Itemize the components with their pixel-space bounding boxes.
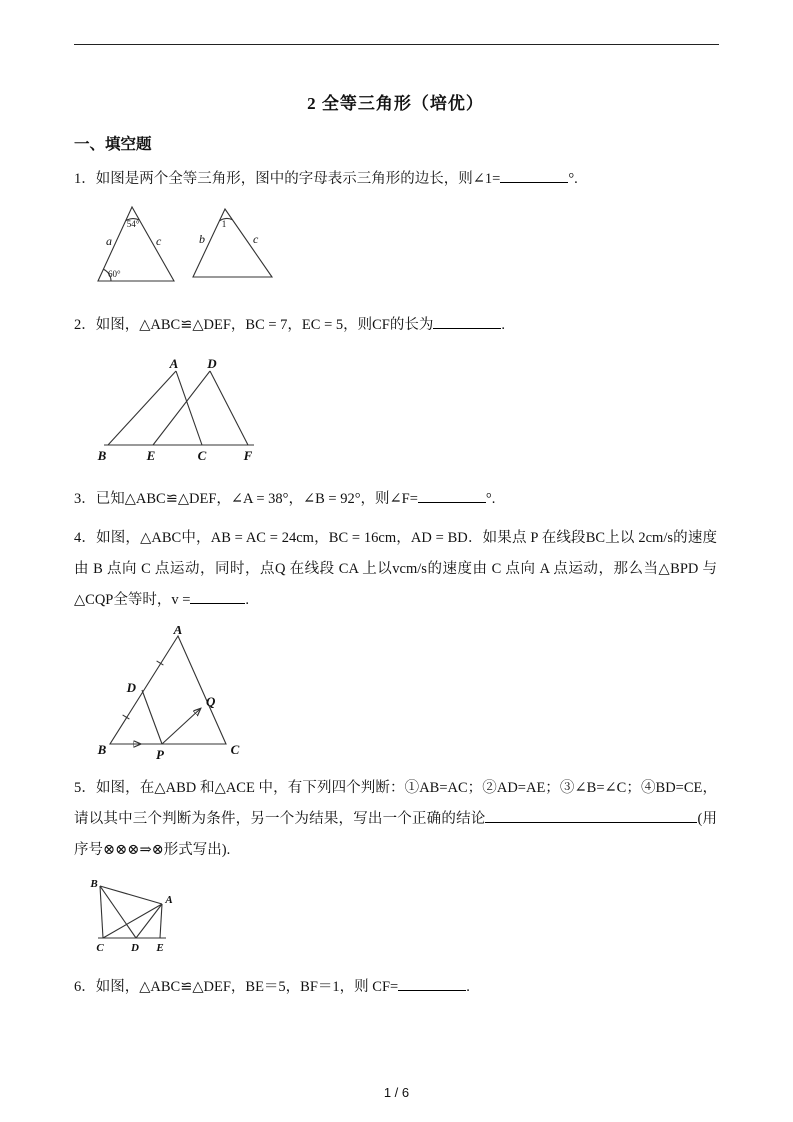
question-4 [74,523,717,616]
edge-AE [160,904,162,938]
vertex-label-B: B [97,742,107,757]
edge-DE [153,371,210,445]
segment-DP [142,690,162,744]
vertex-label-C: C [96,942,104,954]
vertex-label-B: B [97,448,107,462]
question-1-blank [500,168,568,183]
edge-AC [176,371,202,445]
question-4-text: 4．如图，△ABC中，AB = AC = 24cm，BC = 16cm，AD = BD．如果点 P 在线段BC上以 2cm/s的速度由 B 点向 C 点运动，同时，点Q 在线段 CA 上以vcm/s的速度由 C 点向 A 点运动，那么当△BPD 与△CQP全等时，v = [74,530,717,608]
segment-PQ-arrow [162,709,200,744]
question-1-text: 1．如图是两个全等三角形，图中的字母表示三角形的边长，则∠1= [74,171,501,187]
question-1-suffix: °. [568,171,578,187]
question-2-text: 2．如图，△ABC≌△DEF，BC = 7，EC = 5，则CF的长为 [74,317,434,333]
section-heading: 一、填空题 [74,136,152,153]
question-5-suffix: (用序号⊗⊗⊗⇒⊗形式写出). [74,811,717,858]
question-6-blank [398,976,466,991]
question-5-text: 5．如图，在△ABD 和△ACE 中，有下列四个判断：①AB=AC；②AD=AE；③∠B=∠C；④BD=CE，请以其中三个判断为条件，另一个为结果，写出一个正确的结论 [74,780,717,827]
vertex-label-C: C [197,448,207,462]
vertex-label-Q: Q [206,694,216,709]
vertex-label-A: A [169,357,179,371]
question-2 [74,310,717,341]
vertex-label-D: D [131,942,139,954]
figure-q2-triangles [96,357,296,462]
side-label-b: b [199,232,205,246]
vertex-label-E: E [156,942,164,954]
question-6 [74,972,717,1003]
edge-BD [100,886,136,938]
question-3 [74,484,717,515]
question-2-suffix: . [501,317,505,333]
vertex-label-B: B [90,878,98,890]
vertex-label-C: C [230,742,240,757]
vertex-label-D: D [126,680,136,695]
side-label-a: a [106,234,112,248]
edge-BC [100,886,103,938]
figure-q1-triangles [92,201,312,296]
page-title: 2 全等三角形（培优） [307,94,484,113]
edge-AB [108,371,176,445]
vertex-label-P: P [156,747,164,761]
edge-AD [136,904,162,938]
question-5 [74,773,717,866]
figure-q4-triangle [96,626,256,761]
vertex-label-D: D [207,357,217,371]
vertex-label-F: F [243,448,253,462]
question-6-suffix: . [466,979,470,995]
angle-label-54: 54° [126,219,140,229]
question-6-text: 6．如图，△ABC≌△DEF，BE＝5，BF＝1，则 CF= [74,979,399,995]
question-4-blank [190,589,245,604]
edge-BA [100,886,162,904]
header-rule [74,44,719,45]
vertex-label-E: E [146,448,156,462]
question-5-blank [485,808,697,823]
figure-q5-triangles [86,876,201,954]
question-3-suffix: °. [485,491,496,507]
edge-DF [210,371,248,445]
angle-label-1: 1 [221,219,227,229]
vertex-label-A: A [173,626,183,637]
side-label-c-left: c [156,234,162,248]
side-label-c-right: c [253,232,259,246]
question-2-blank [433,314,501,329]
question-4-suffix: . [245,592,250,608]
page-number: 1 / 6 [383,1085,410,1100]
question-1 [74,164,717,195]
angle-label-60: 60° [108,269,121,279]
vertex-label-A: A [165,894,173,906]
question-3-blank [418,488,486,503]
question-3-text: 3．已知△ABC≌△DEF，∠A = 38°，∠B = 92°，则∠F= [74,491,418,507]
